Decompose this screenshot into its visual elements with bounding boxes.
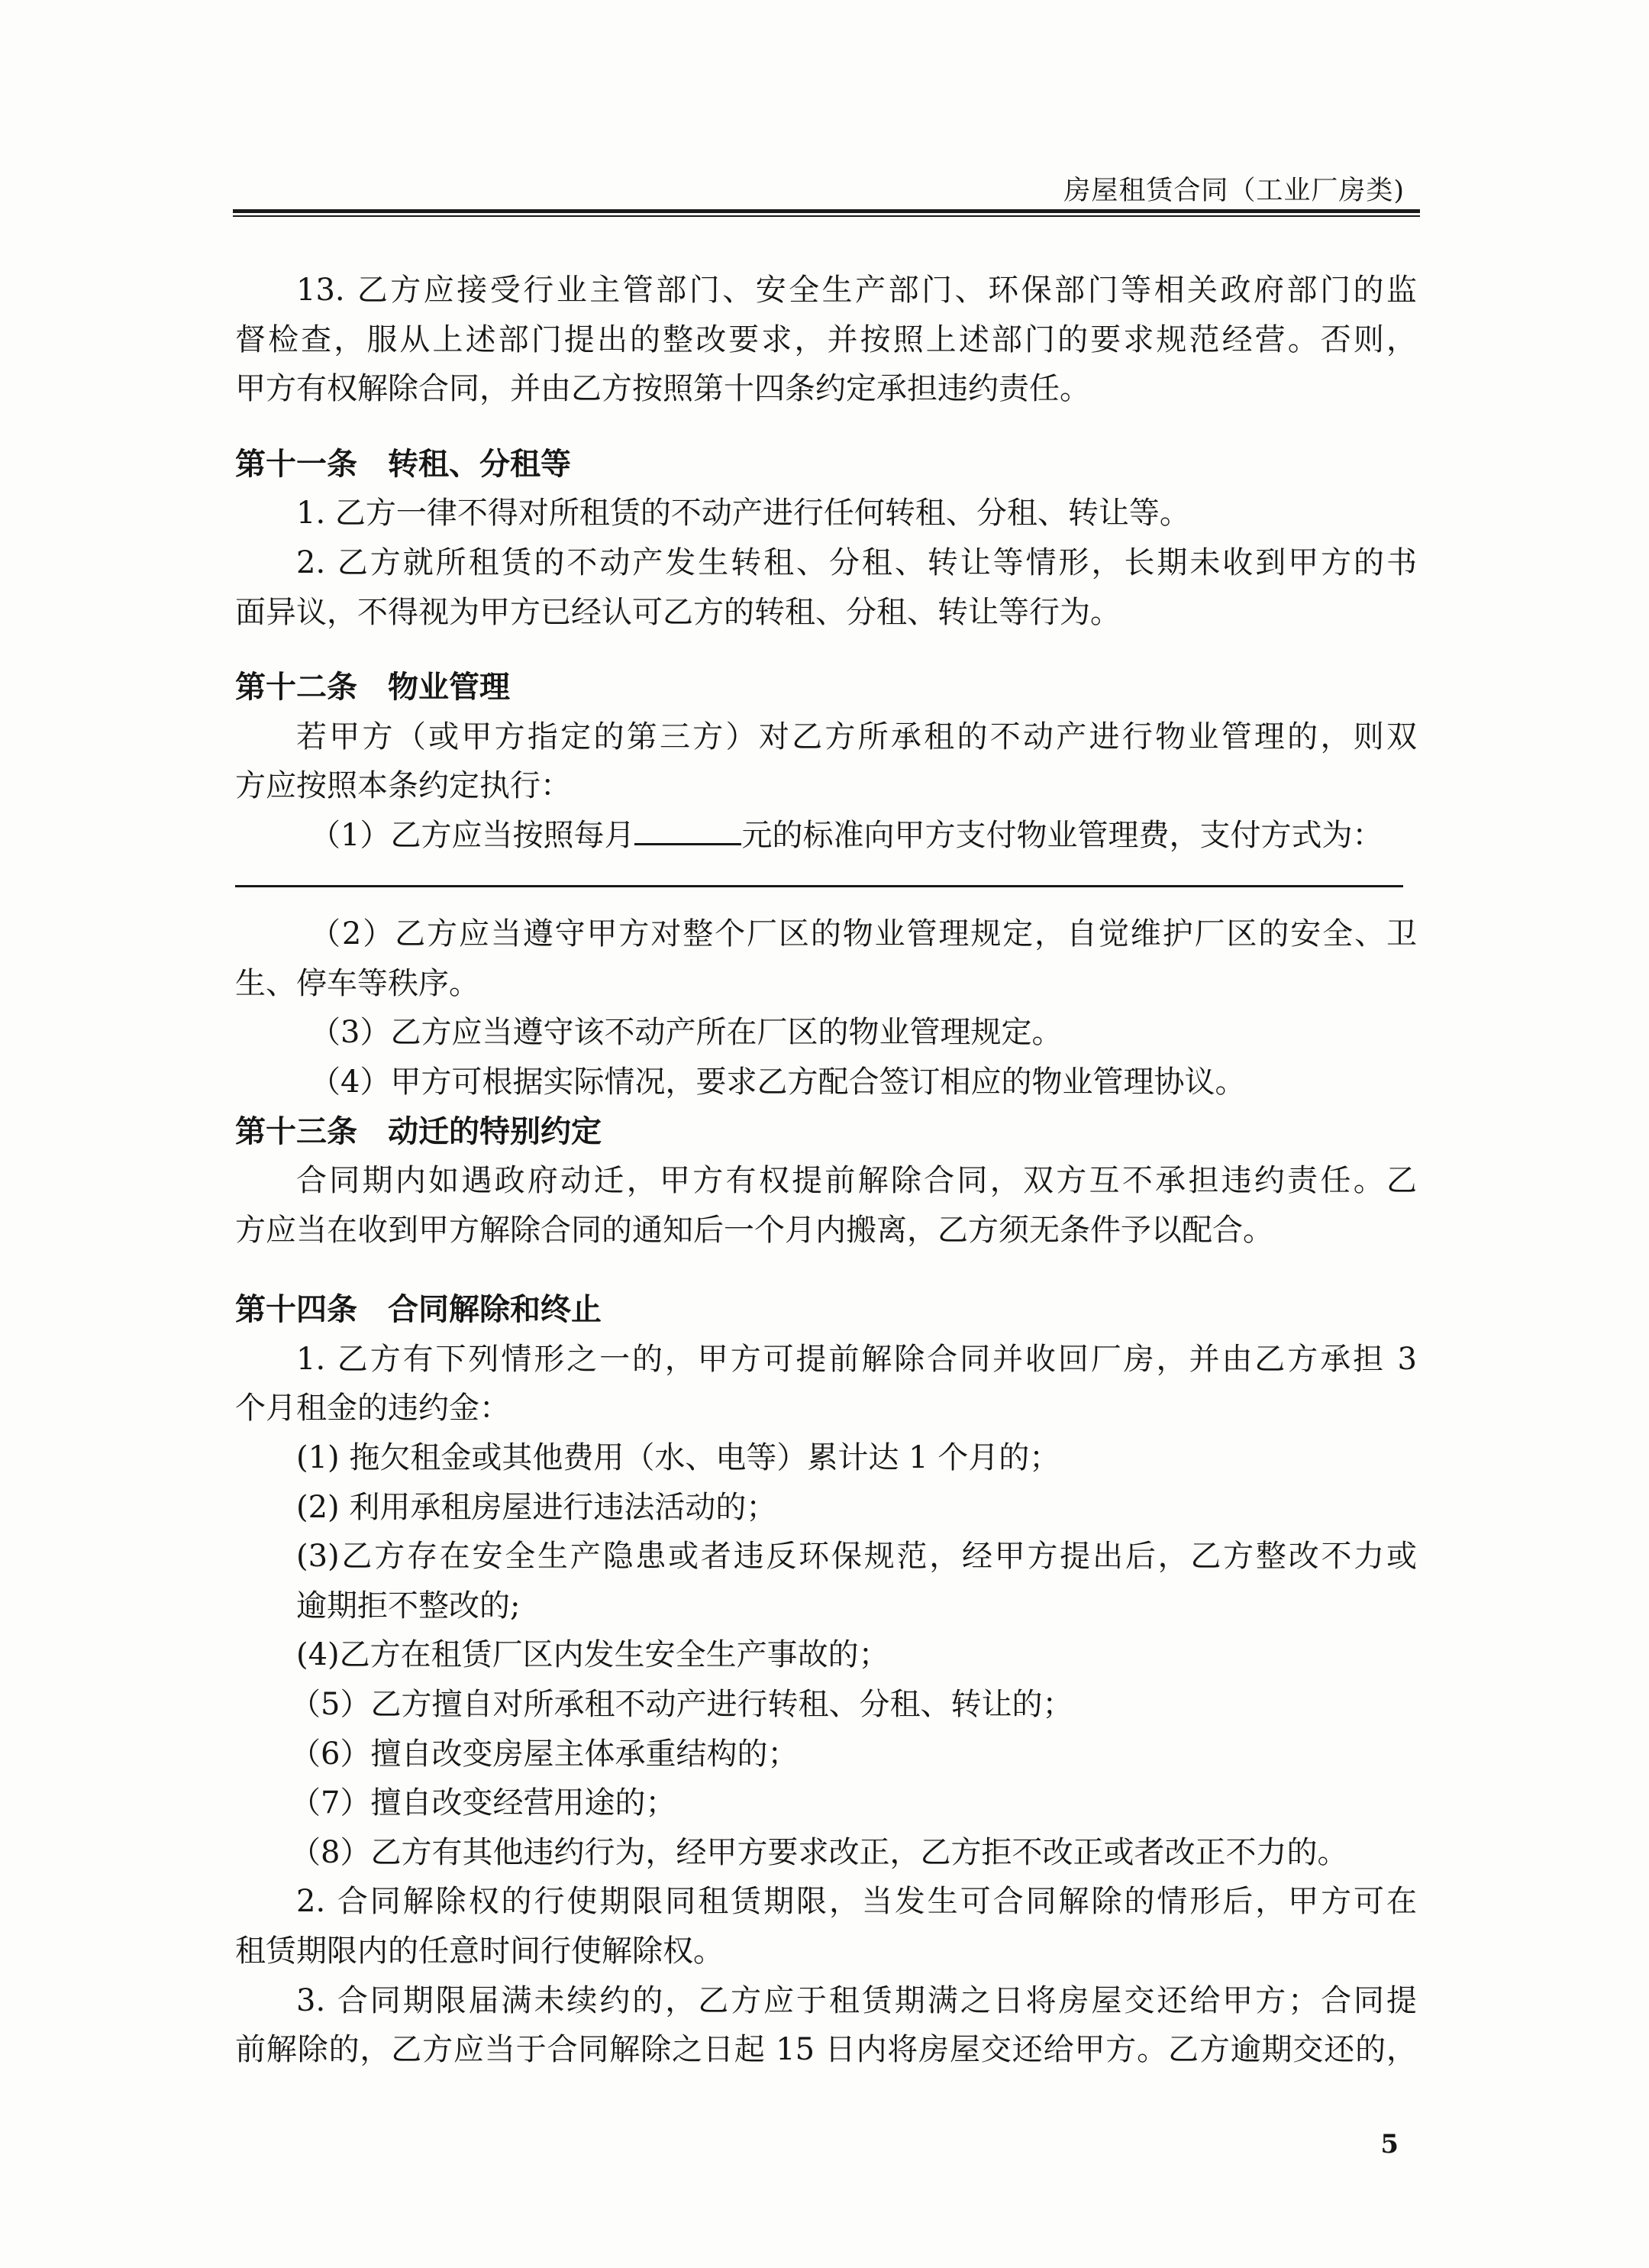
article-13-line-2: 方应当在收到甲方解除合同的通知后一个月内搬离，乙方须无条件予以配合。 xyxy=(235,1212,1273,1248)
clause-13-line-3: 甲方有权解除合同，并由乙方按照第十四条约定承担违约责任。 xyxy=(235,371,1090,407)
fee-amount-blank xyxy=(634,820,741,845)
article-11-item-1: 1. 乙方一律不得对所租赁的不动产进行任何转租、分租、转让等。 xyxy=(296,496,1190,531)
article-12-item-1-suffix: 元的标准向甲方支付物业管理费，支付方式为： xyxy=(741,817,1383,853)
article-12-item-2-line-1: （2）乙方应当遵守甲方对整个厂区的物业管理规定，自觉维护厂区的安全、卫 xyxy=(310,916,1417,952)
article-12-intro-line-2: 方应按照本条约定执行： xyxy=(235,768,571,804)
article-12-item-3: （3）乙方应当遵守该不动产所在厂区的物业管理规定。 xyxy=(310,1015,1063,1051)
article-14-sub-1: (1) 拖欠租金或其他费用（水、电等）累计达 1 个月的； xyxy=(296,1440,1060,1476)
clause-13-line-2: 督检查，服从上述部门提出的整改要求，并按照上述部门的要求规范经营。否则， xyxy=(235,321,1417,357)
article-14-sub-8: （8）乙方有其他违约行为，经甲方要求改正，乙方拒不改正或者改正不力的。 xyxy=(290,1834,1348,1870)
article-14-sub-4: (4)乙方在租赁厂区内发生安全生产事故的； xyxy=(296,1637,889,1673)
article-11-item-2-line-2: 面异议，不得视为甲方已经认可乙方的转租、分租、转让等行为。 xyxy=(235,594,1121,630)
article-12-intro-line-1: 若甲方（或甲方指定的第三方）对乙方所承租的不动产进行物业管理的，则双 xyxy=(296,719,1417,754)
article-13-heading: 第十三条 动迁的特别约定 xyxy=(235,1113,602,1149)
article-12-item-1 xyxy=(235,811,1417,861)
article-14-sub-2: (2) 利用承租房屋进行违法活动的； xyxy=(296,1489,777,1525)
running-header-title: 房屋租赁合同（工业厂房类) xyxy=(1063,176,1405,206)
article-14-sub-3-line-2: 逾期拒不整改的; xyxy=(296,1588,521,1623)
article-14-sub-6: （6）擅自改变房屋主体承重结构的； xyxy=(290,1736,799,1772)
article-14-sub-3-line-1: (3)乙方存在安全生产隐患或者违反环保规范，经甲方提出后，乙方整改不力或 xyxy=(296,1539,1417,1575)
article-11-heading: 第十一条 转租、分租等 xyxy=(235,445,571,482)
contract-body xyxy=(235,266,1417,2075)
payment-method-blank-line xyxy=(235,861,1417,910)
article-14-item-2-line-1: 2. 合同解除权的行使期限同租赁期限，当发生可合同解除的情形后，甲方可在 xyxy=(296,1884,1417,1920)
article-14-item-1-line-2: 个月租金的违约金： xyxy=(235,1391,510,1426)
article-13-line-1: 合同期内如遇政府动迁，甲方有权提前解除合同，双方互不承担违约责任。乙 xyxy=(296,1163,1417,1199)
article-14-sub-5: （5）乙方擅自对所承租不动产进行转租、分租、转让的； xyxy=(290,1687,1073,1723)
article-12-heading: 第十二条 物业管理 xyxy=(235,669,510,706)
article-14-sub-7: （7）擅自改变经营用途的； xyxy=(290,1785,676,1821)
clause-13-line-1: 13. 乙方应接受行业主管部门、安全生产部门、环保部门等相关政府部门的监 xyxy=(296,273,1417,308)
article-12-item-1-prefix: （1）乙方应当按照每月 xyxy=(310,817,635,853)
article-11-item-2-line-1: 2. 乙方就所租赁的不动产发生转租、分租、转让等情形，长期未收到甲方的书 xyxy=(296,544,1417,580)
article-12-item-2-line-2: 生、停车等秩序。 xyxy=(235,965,479,1001)
article-14-item-3-line-2: 前解除的，乙方应当于合同解除之日起 15 日内将房屋交还给甲方。乙方逾期交还的， xyxy=(235,2032,1417,2068)
header-rule-thin xyxy=(233,215,1420,217)
header-rule-thick xyxy=(233,209,1420,213)
article-14-item-2-line-2: 租赁期限内的任意时间行使解除权。 xyxy=(235,1934,724,1969)
article-12-item-4: （4）甲方可根据实际情况，要求乙方配合签订相应的物业管理协议。 xyxy=(310,1064,1246,1100)
article-14-heading: 第十四条 合同解除和终止 xyxy=(235,1291,602,1328)
article-14-item-3-line-1: 3. 合同期限届满未续约的，乙方应于租赁期满之日将房屋交还给甲方；合同提 xyxy=(296,1982,1417,2018)
article-14-item-1-line-1: 1. 乙方有下列情形之一的，甲方可提前解除合同并收回厂房，并由乙方承担 3 xyxy=(296,1341,1417,1377)
page-number: 5 xyxy=(1380,2129,1399,2160)
